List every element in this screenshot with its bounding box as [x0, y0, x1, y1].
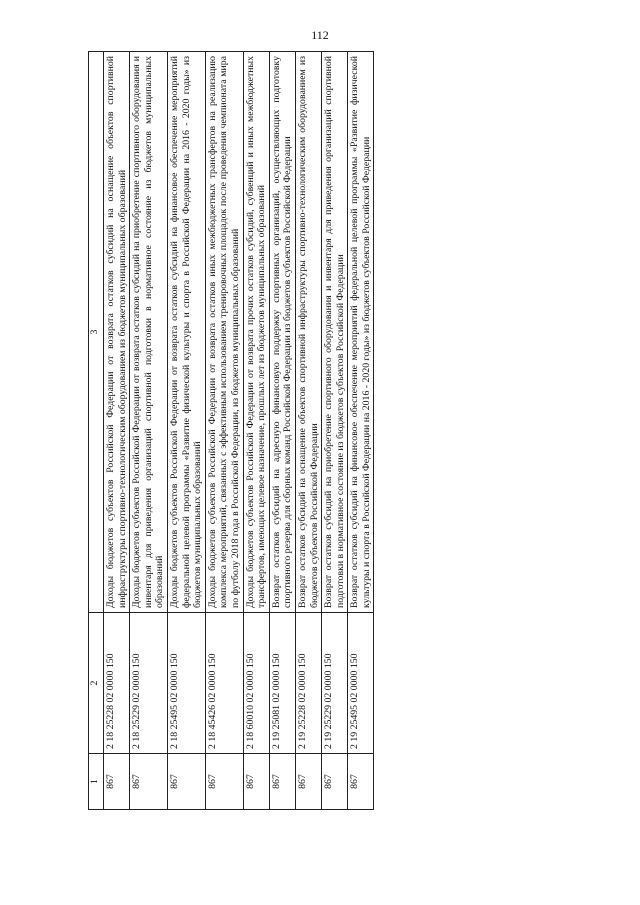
admin-code-cell: 867	[295, 754, 321, 810]
description-cell: Доходы бюджетов субъектов Российской Федерации от возврата прочих остатков субсидий, субвенций и иных межбюджетных трансфертов, имеющих целевое назначение, прошлых лет из бюджетов муниципальных образований	[243, 52, 269, 613]
description-cell: Доходы бюджетов субъектов Российской Федерации от возврата остатков субсидий на финансовое обеспечение мероприятий федеральной целевой программы «Развитие физической культуры и спорта в Российской Федерации на 2016 - 2020 годы» из бюджетов муниципальных образований	[167, 52, 205, 613]
admin-code-cell: 867	[269, 754, 295, 810]
budget-code-cell: 2 19 25495 02 0000 150	[348, 613, 374, 754]
budget-code-cell: 2 18 60010 02 0000 150	[243, 613, 269, 754]
description-cell: Доходы бюджетов субъектов Российской Федерации от возврата остатков иных межбюджетных трансфертов на реализацию комплекса мероприятий, связанных с эффективным использованием тренировочных площадок после проведения чемпионата мира по футболу 2018 года в Российской Федерации, из бюджетов муниципальных образований	[205, 52, 243, 613]
description-cell: Возврат остатков субсидий на адресную финансовую поддержку спортивных организаций, осуществляющих подготовку спортивного резерва для сборных команд Российской Федерации из бюджетов субъектов Российской Федерации	[269, 52, 295, 613]
page-number: 112	[311, 28, 329, 42]
header-col-2: 2	[89, 613, 104, 754]
description-cell: Доходы бюджетов субъектов Российской Федерации от возврата остатков субсидий на оснащение объектов спортивной инфраструктуры спортивно-технологическим оборудованием из бюджетов муниципальных образований	[104, 52, 130, 613]
header-col-1: 1	[89, 754, 104, 810]
table-row	[322, 52, 348, 810]
budget-code-cell: 2 19 25228 02 0000 150	[295, 613, 321, 754]
income-codes-table	[88, 51, 374, 810]
budget-code-cell: 2 18 45426 02 0000 150	[205, 613, 243, 754]
table-row	[295, 52, 321, 810]
table-row	[104, 52, 130, 810]
description-cell: Доходы бюджетов субъектов Российской Федерации от возврата остатков субсидий на приобретение спортивного оборудования и инвентаря для приведения организаций спортивной подготовки в нормативное состояние из бюджетов муниципальных образований	[130, 52, 168, 613]
table-row	[167, 52, 205, 810]
admin-code-cell: 867	[205, 754, 243, 810]
admin-code-cell: 867	[348, 754, 374, 810]
budget-code-cell: 2 19 25229 02 0000 150	[322, 613, 348, 754]
admin-code-cell: 867	[130, 754, 168, 810]
budget-code-cell: 2 18 25228 02 0000 150	[104, 613, 130, 754]
admin-code-cell: 867	[167, 754, 205, 810]
admin-code-cell: 867	[322, 754, 348, 810]
table-container	[88, 52, 518, 810]
table-row	[243, 52, 269, 810]
budget-code-cell: 2 18 25229 02 0000 150	[130, 613, 168, 754]
table-row	[130, 52, 168, 810]
admin-code-cell: 867	[243, 754, 269, 810]
admin-code-cell: 867	[104, 754, 130, 810]
header-col-3: 3	[89, 52, 104, 613]
budget-code-cell: 2 19 25081 02 0000 150	[269, 613, 295, 754]
table-header-row	[89, 52, 104, 810]
table-row	[269, 52, 295, 810]
table-row	[205, 52, 243, 810]
description-cell: Возврат остатков субсидий на финансовое обеспечение мероприятий федеральной целевой программы «Развитие физической культуры и спорта в Российской Федерации на 2016 - 2020 годы» из бюджетов субъектов Российской Федерации	[348, 52, 374, 613]
description-cell: Возврат остатков субсидий на приобретение спортивного оборудования и инвентаря для приведения организаций спортивной подготовки в нормативное состояние из бюджетов субъектов Российской Федерации	[322, 52, 348, 613]
description-cell: Возврат остатков субсидий на оснащение объектов спортивной инфраструктуры спортивно-технологическим оборудованием из бюджетов субъектов Российской Федерации	[295, 52, 321, 613]
table-row	[348, 52, 374, 810]
budget-code-cell: 2 18 25495 02 0000 150	[167, 613, 205, 754]
